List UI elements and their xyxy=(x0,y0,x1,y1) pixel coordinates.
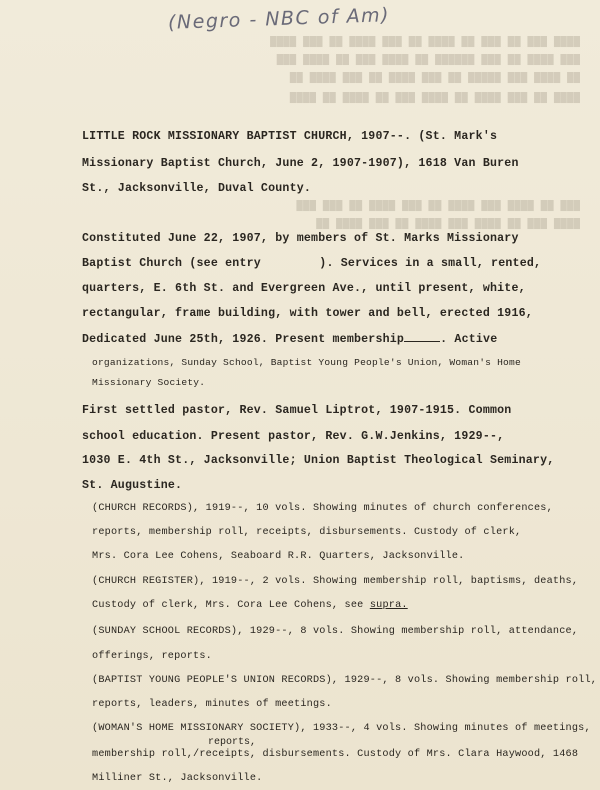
bleed-through-texture: ████ ███ ██ ███ ██ ████ ██ ███ ████ ██ ███ ████ xyxy=(269,36,580,48)
pastors-line-1: First settled pastor, Rev. Samuel Liptrot, 1907-1915. Common xyxy=(82,404,512,417)
church-records-line-1: (CHURCH RECORDS), 1919--, 10 vols. Showing minutes of church conferences, xyxy=(92,503,553,514)
supra-reference: supra. xyxy=(369,600,408,611)
bleed-through-texture: ███ ██ ████ ███ ████ ██ ███ ████ ██ ███ ███ xyxy=(296,200,580,212)
history-line-2-start: Baptist Church (see entry xyxy=(82,257,261,270)
handwritten-annotation: (Negro - NBC of Am) xyxy=(167,4,391,34)
whms-records-line-1: (WOMAN'S HOME MISSIONARY SOCIETY), 1933--, 4 vols. Showing minutes of meetings, xyxy=(92,723,591,734)
bypu-records-line-2: reports, leaders, minutes of meetings. xyxy=(92,699,332,710)
bypu-records-line-1: (BAPTIST YOUNG PEOPLE'S UNION RECORDS), 1929--, 8 vols. Showing membership roll, xyxy=(92,675,598,686)
heading-line-3: St., Jacksonville, Duval County. xyxy=(82,182,312,195)
history-line-4: rectangular, frame building, with tower and bell, erected 1916, xyxy=(82,307,533,320)
bleed-through-texture: ██ ████ ███ █████ ██ ███ ████ ██ ███ ████ ██ xyxy=(289,72,580,84)
bleed-through-texture: ████ ███ ██ ████ ███ ████ ██ ███ ████ ██ xyxy=(315,218,580,230)
sunday-school-line-2: offerings, reports. xyxy=(92,651,212,662)
history-line-7: Missionary Society. xyxy=(92,377,206,388)
history-line-6: organizations, Sunday School, Baptist Young People's Union, Woman's Home xyxy=(92,357,521,368)
history-line-5-end: . Active xyxy=(440,333,498,346)
heading-line-2: Missionary Baptist Church, June 2, 1907-1907), 1618 Van Buren xyxy=(82,157,519,170)
whms-records-line-2: membership roll,/receipts, disbursements. Custody of Mrs. Clara Haywood, 1468 xyxy=(92,749,579,760)
bleed-through-texture: ███ ████ ██ ███ ██████ ██ ████ ███ ██ ████ ███ xyxy=(276,54,580,66)
heading-line-1: LITTLE ROCK MISSIONARY BAPTIST CHURCH, 1907--. (St. Mark's xyxy=(82,130,498,143)
church-register-line-2-start: Custody of clerk, Mrs. Cora Lee Cohens, see xyxy=(92,600,364,611)
church-register-line-2 xyxy=(92,600,408,611)
history-line-2-end: ). Services in a small, rented, xyxy=(319,257,542,270)
pastors-line-2: school education. Present pastor, Rev. G.W.Jenkins, 1929--, xyxy=(82,430,505,443)
church-register-line-1: (CHURCH REGISTER), 1919--, 2 vols. Showing membership roll, baptisms, deaths, xyxy=(92,576,579,587)
history-line-1: Constituted June 22, 1907, by members of St. Marks Missionary xyxy=(82,232,519,245)
church-records-line-2: reports, membership roll, receipts, disbursements. Custody of clerk, xyxy=(92,527,522,538)
pastors-line-3: 1030 E. 4th St., Jacksonville; Union Baptist Theological Seminary, xyxy=(82,454,555,467)
entry-blank xyxy=(268,257,312,266)
history-line-5 xyxy=(82,332,497,346)
history-line-3: quarters, E. 6th St. and Evergreen Ave., until present, white, xyxy=(82,282,526,295)
membership-blank xyxy=(404,332,440,342)
history-line-2 xyxy=(82,257,541,270)
church-records-line-3: Mrs. Cora Lee Cohens, Seaboard R.R. Quarters, Jacksonville. xyxy=(92,551,465,562)
inserted-reports-word: reports, xyxy=(208,737,257,748)
bleed-through-texture: ████ ██ ███ ████ ██ ████ ███ ██ ████ ██ ████ xyxy=(289,92,580,104)
history-line-5-start: Dedicated June 25th, 1926. Present membership xyxy=(82,333,405,346)
pastors-line-4: St. Augustine. xyxy=(82,479,183,492)
whms-records-line-3: Milliner St., Jacksonville. xyxy=(92,773,263,784)
sunday-school-line-1: (SUNDAY SCHOOL RECORDS), 1929--, 8 vols. Showing membership roll, attendance, xyxy=(92,626,579,637)
